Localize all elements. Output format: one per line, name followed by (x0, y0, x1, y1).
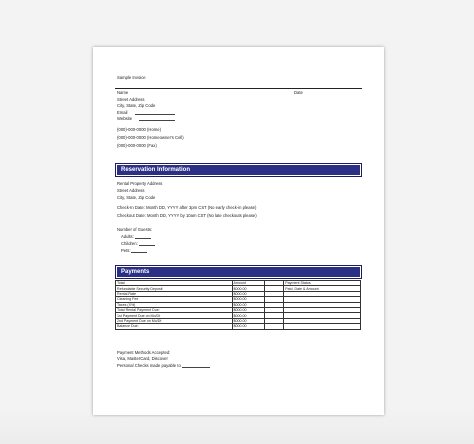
table-cell: $000.00 (232, 302, 265, 307)
table-cell: $000.00 (232, 307, 265, 312)
table-row (116, 324, 361, 329)
payment-methods-label: Payment Methods Accepted: (117, 350, 171, 355)
street-address: Street Address (117, 97, 145, 102)
table-cell: Total Rental Payment Due: (116, 307, 233, 312)
table-header-cell: Amount (232, 281, 265, 286)
guests-label: Number of Guests: (117, 227, 153, 232)
table-cell: Balance Due: (116, 324, 233, 329)
table-cell (284, 324, 361, 329)
pets-underline (131, 252, 147, 253)
table-cell: $000.00 (232, 318, 265, 323)
reservation-banner (115, 163, 362, 177)
table-cell: Rental Rate (116, 291, 233, 296)
checkout-date: Checkout Date: Month DD, YYYY by 10am CST (No late checkouts please) (117, 213, 257, 218)
phone-home: (000)-000-0000 (Home) (117, 127, 161, 132)
table-cell: 2nd Payment Due on Mo/Dt (116, 318, 233, 323)
checkin-date: Check-In Date: Month DD, YYYY after 3pm CST (No early check-in please) (117, 205, 257, 210)
table-cell: $000.00 (232, 286, 265, 291)
personal-checks: Personal Checks made payable to (117, 363, 181, 368)
website-underline (139, 120, 175, 121)
table-cell: $000.00 (232, 324, 265, 329)
checks-payee-underline (182, 367, 210, 368)
date-label: Date (294, 90, 303, 95)
invoice-page (93, 47, 384, 415)
table-cell: Taxes (X%) (116, 302, 233, 307)
invoice-title: Sample Invoice (117, 75, 146, 80)
table-cell: $000.00 (232, 291, 265, 296)
table-cell: 1st Payment Due on Mo/Dt (116, 313, 233, 318)
city-state-zip: City, State, Zip Code (117, 103, 156, 108)
reservation-heading: Reservation Information (117, 165, 360, 175)
phone-fax: (000)-000-0000 (Fax) (117, 143, 157, 148)
table-header-cell: Total (116, 281, 233, 286)
pets-label: Pets: (121, 248, 131, 253)
payment-methods: Visa, MasterCard, Discover (117, 356, 168, 361)
rental-city: City, State, Zip Code (117, 195, 156, 200)
table-cell: Cleaning Fee (116, 297, 233, 302)
children-underline (139, 245, 155, 246)
website-line: Website (117, 116, 133, 121)
rental-street: Street Address (117, 188, 145, 193)
table-header-cell: Payment Status (284, 281, 361, 286)
name-label: Name (117, 90, 129, 95)
payments-table (115, 280, 361, 330)
adults-label: Adults: (121, 234, 134, 239)
table-cell: $000.00 (232, 297, 265, 302)
table-cell: $000.00 (232, 313, 265, 318)
header-rule (115, 88, 362, 89)
children-label: Children: (121, 241, 138, 246)
rental-address-label: Rental Property Address (117, 181, 163, 186)
table-cell: Refundable Security Deposit (116, 286, 233, 291)
phone-cell: (000)-000-0000 (Homeowner's Cell) (117, 135, 184, 140)
adults-underline (135, 238, 151, 239)
email-line: Email (117, 110, 128, 115)
email-underline (135, 114, 175, 115)
table-cell (265, 324, 284, 329)
payments-banner (115, 265, 362, 279)
table-cell: Paid, Date & Amount (284, 286, 361, 291)
payments-heading: Payments (117, 267, 360, 277)
